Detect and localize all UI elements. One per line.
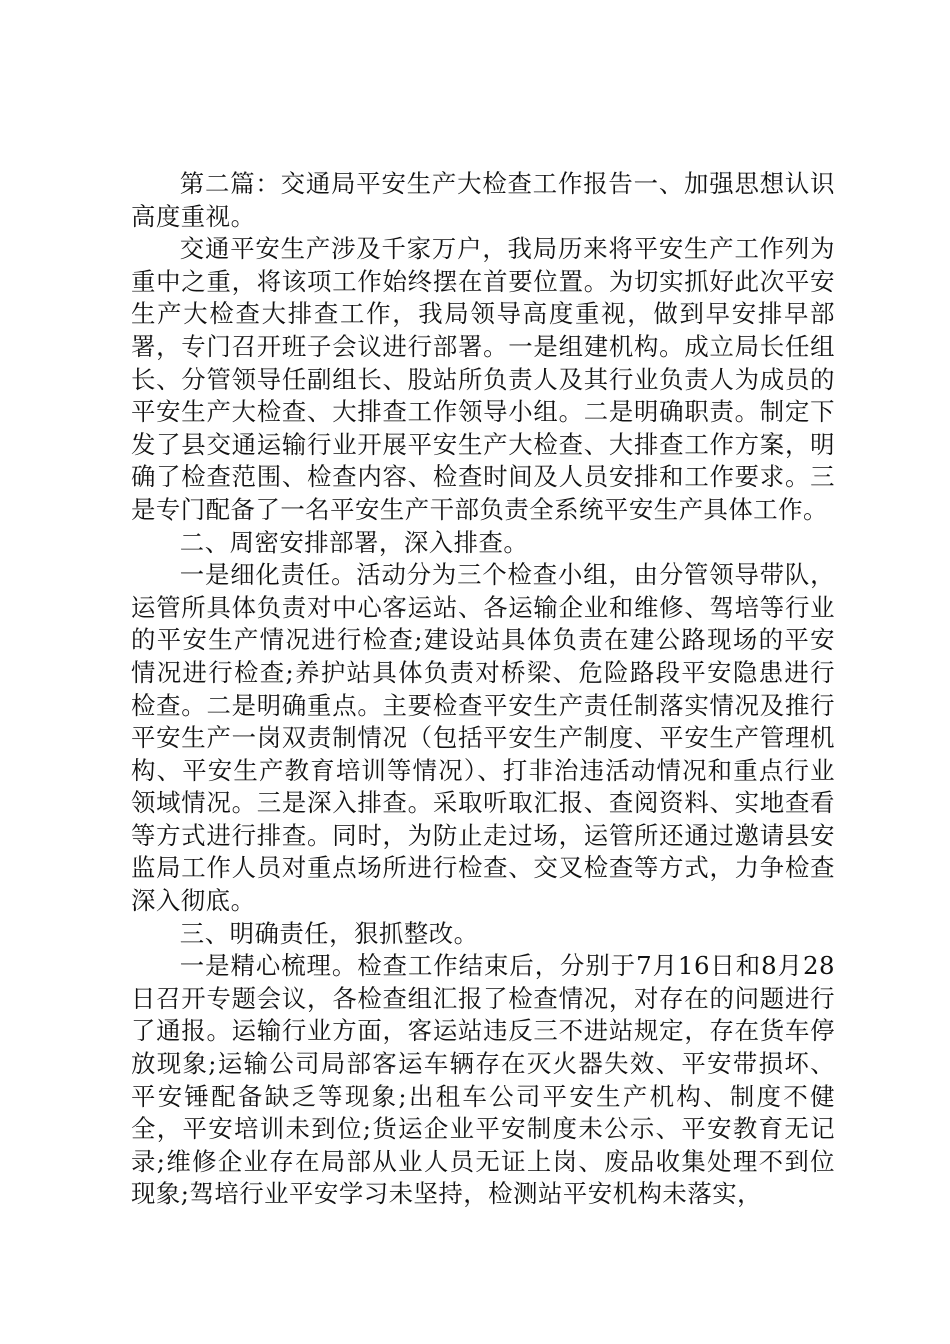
paragraph-title: 第二篇：交通局平安生产大检查工作报告一、加强思想认识高度重视。 [131,169,835,231]
paragraph-section-two-heading: 二、周密安排部署，深入排查。 [179,527,529,557]
document-body [131,168,835,1211]
paragraph-section-three-heading: 三、明确责任，狠抓整改。 [179,918,479,948]
paragraph-section-three-body: 一是精心梳理。检查工作结束后，分别于7月16日和8月28日召开专题会议，各检查组汇报了检查情况，对存在的问题进行了通报。运输行业方面，客运站违反三不进站规定，存在货车停放现象;运输公司局部客运车辆存在灭火器失效、平安带损坏、平安锤配备缺乏等现象;出租车公司平安生产机构、制度不健全，平安培训未到位;货运企业平安制度未公示、平安教育无记录;维修企业存在局部从业人员无证上岗、废品收集处理不到位现象;驾培行业平安学习未坚持，检测站平安机构未落实， [131,951,835,1209]
paragraph-section-two-body: 一是细化责任。活动分为三个检查小组，由分管领导带队，运管所具体负责对中心客运站、各运输企业和维修、驾培等行业的平安生产情况进行检查;建设站具体负责在建公路现场的平安情况进行检查;养护站具体负责对桥梁、危险路段平安隐患进行检查。二是明确重点。主要检查平安生产责任制落实情况及推行平安生产一岗双责制情况（包括平安生产制度、平安生产管理机构、平安生产教育培训等情况）、打非治违活动情况和重点行业领域情况。三是深入排查。采取听取汇报、查阅资料、实地查看等方式进行排查。同时，为防止走过场，运管所还通过邀请县安监局工作人员对重点场所进行检查、交叉检查等方式，力争检查深入彻底。 [131,560,835,916]
paragraph-section-one-body: 交通平安生产涉及千家万户，我局历来将平安生产工作列为重中之重，将该项工作始终摆在首要位置。为切实抓好此次平安生产大检查大排查工作，我局领导高度重视，做到早安排早部署，专门召开班子会议进行部署。一是组建机构。成立局长任组长、分管领导任副组长、股站所负责人及其行业负责人为成员的平安生产大检查、大排查工作领导小组。二是明确职责。制定下发了县交通运输行业开展平安生产大检查、大排查工作方案，明确了检查范围、检查内容、检查时间及人员安排和工作要求。三是专门配备了一名平安生产干部负责全系统平安生产具体工作。 [131,234,835,524]
